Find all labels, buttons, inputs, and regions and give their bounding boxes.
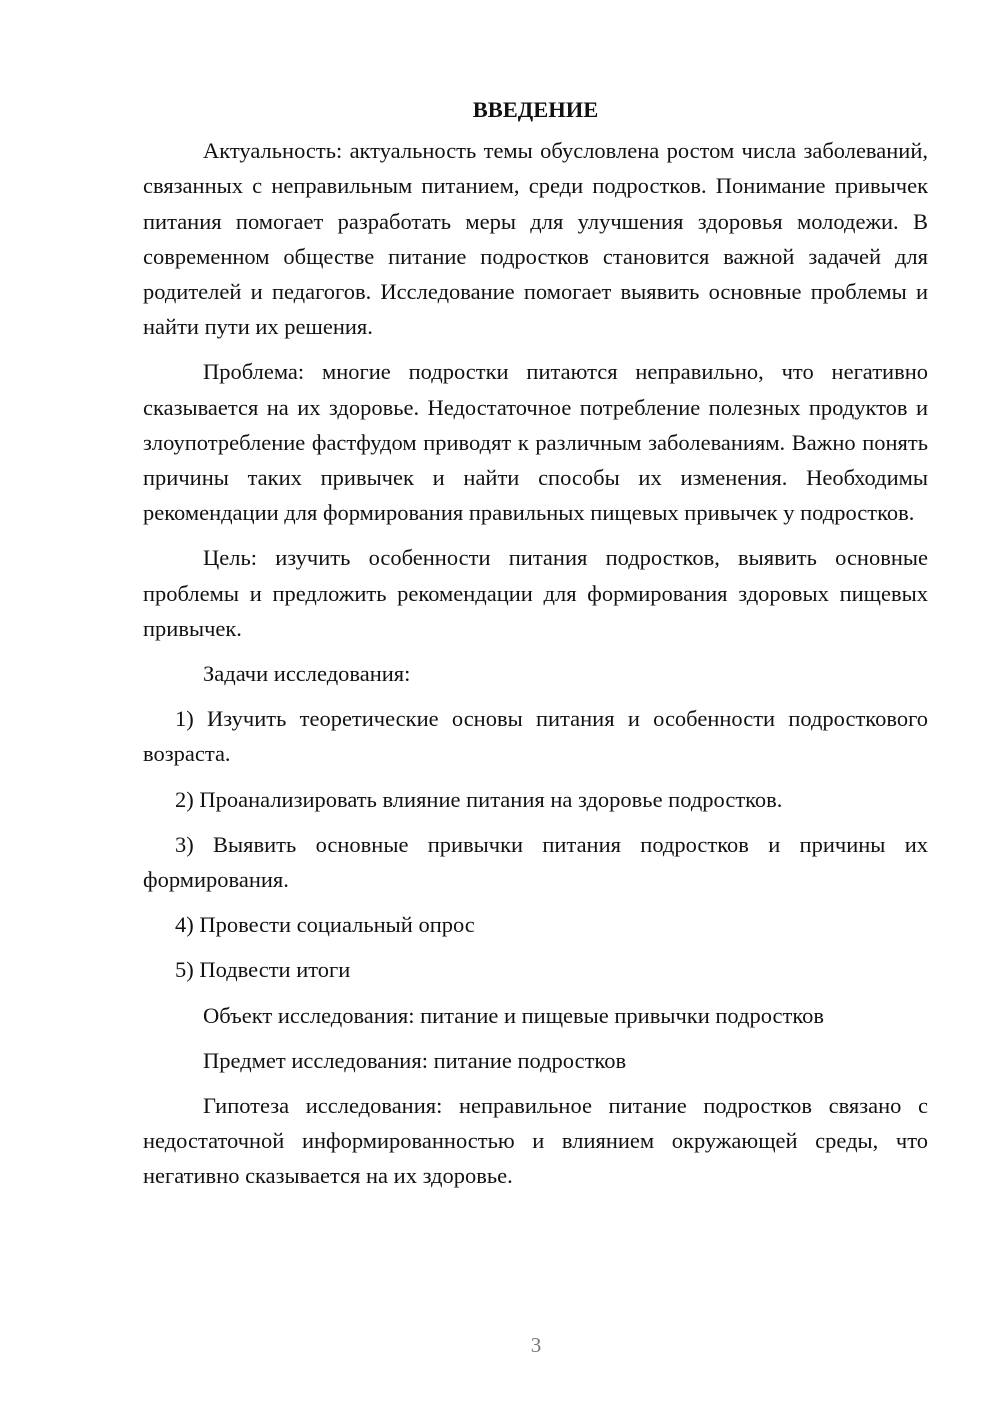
research-object: Объект исследования: питание и пищевые привычки подростков [203,1002,825,1028]
paragraph-goal: Цель: изучить особенности питания подростков, выявить основные проблемы и предложить рекомендации для формирования здоровых пищевых привычек. [143,545,928,641]
task-item-1: 1) Изучить теоретические основы питания и особенности подросткового возраста. [143,706,928,767]
document-page [143,92,928,1204]
task-item-5: 5) Подвести итоги [175,957,351,983]
task-item-3: 3) Выявить основные привычки питания подростков и причины их формирования. [143,831,928,893]
tasks-heading: Задачи исследования: [203,661,411,687]
page-number: 3 [530,1333,542,1357]
paragraph-actuality: Актуальность: актуальность темы обусловлена ростом числа заболеваний, связанных с неправильным питанием, среди подростков. Понимание привычек питания помогает разработать меры для улучшения здоровья молодежи. В современном обществе питание подростков становится важной задачей для родителей и педагогов. Исследование помогает выявить основные проблемы и найти пути их решения. [143,138,928,340]
paragraph-problem: Проблема: многие подростки питаются неправильно, что негативно сказывается на их здоровье. Недостаточное потребление полезных продуктов и злоупотребление фастфудом приводят к различным заболеваниям. Важно понять причины таких привычек и найти способы их изменения. Необходимы рекомендации для формирования правильных пищевых привычек у подростков. [143,359,928,526]
research-subject: Предмет исследования: питание подростков [203,1047,627,1073]
task-item-4: 4) Провести социальный опрос [175,912,475,938]
section-title: ВВЕДЕНИЕ [472,97,599,122]
task-item-2: 2) Проанализировать влияние питания на здоровье подростков. [175,786,783,812]
research-hypothesis: Гипотеза исследования: неправильное питание подростков связано с недостаточной информированностью и влиянием окружающей среды, что негативно сказывается на их здоровье. [143,1093,928,1189]
